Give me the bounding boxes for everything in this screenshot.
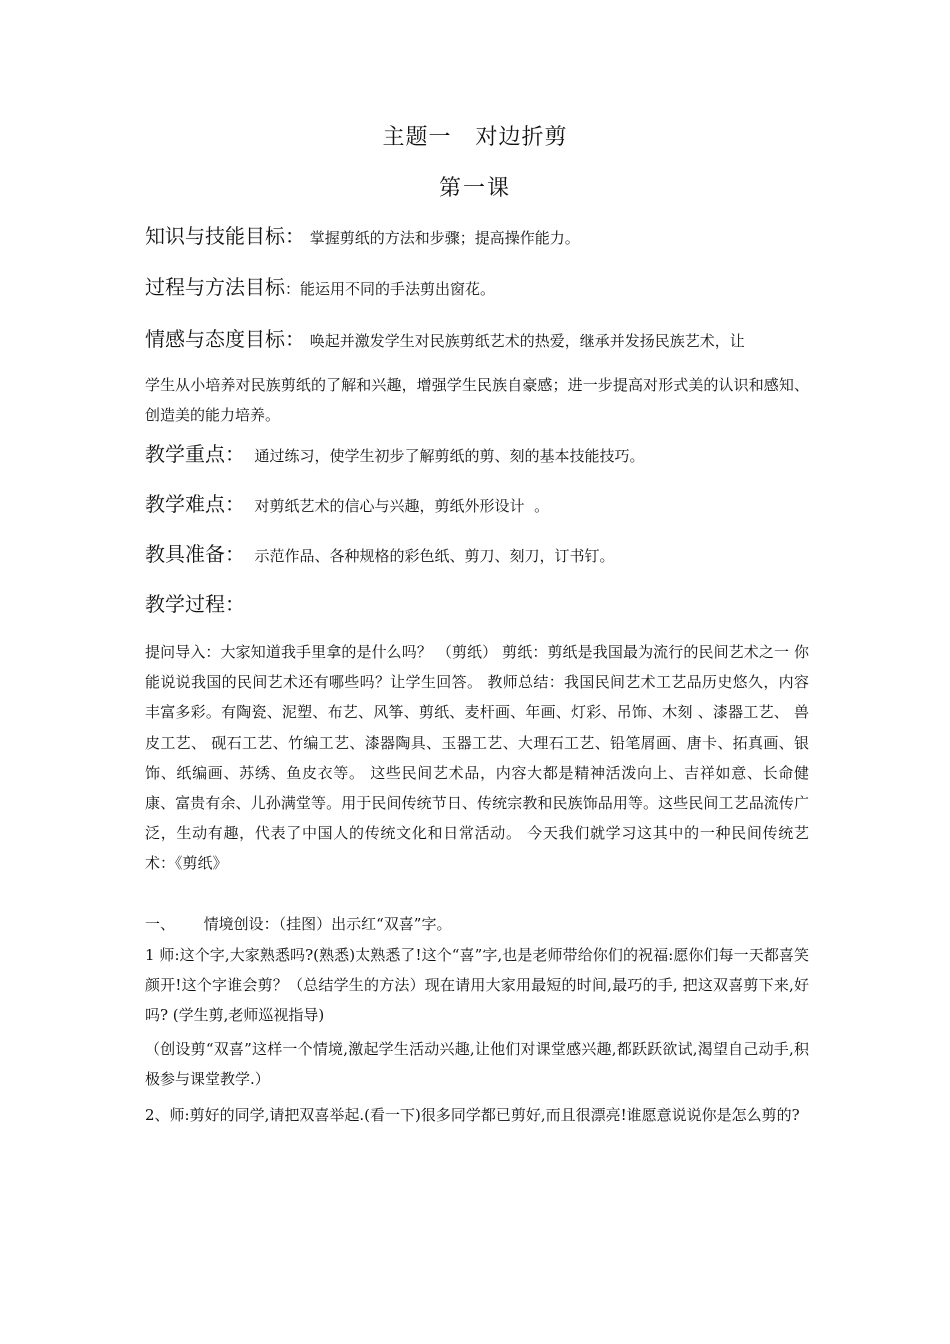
knowledge-objective-label: 知识与技能目标： bbox=[145, 224, 305, 248]
process-objective bbox=[145, 273, 495, 303]
teaching-tools bbox=[145, 540, 615, 570]
teaching-focus-label: 教学重点： bbox=[145, 442, 245, 466]
emotion-objective bbox=[145, 325, 745, 355]
process-objective-text: ：能运用不同的手法剪出窗花。 bbox=[285, 280, 496, 298]
design-note-paragraph: （创设剪“双喜”这样一个情境,激起学生活动兴趣,让他们对课堂感兴趣,都跃跃欲试,渴望自己动手,积极参与课堂教学.） bbox=[145, 1040, 809, 1089]
process-objective-label: 过程与方法目标 bbox=[145, 275, 285, 299]
teaching-process-heading bbox=[145, 590, 245, 618]
intro-paragraph: 提问导入：大家知道我手里拿的是什么吗？ （剪纸） 剪纸：剪纸是我国最为流行的民间艺术之一 你能说说我国的民间艺术还有哪些吗？让学生回答。 教师总结：我国民间艺术工艺品历史悠久，内容丰富多彩。有陶瓷、泥塑、布艺、风筝、剪纸、麦杆画、年画、灯彩、吊饰、木刻 、漆器工艺、 兽皮工艺、 砚石工艺、竹编工艺、漆器陶具、玉器工艺、大理石工艺、铅笔屑画、唐卡、拓真画、银饰、纸编画、苏绣、鱼皮衣等。 这些民间艺术品，内容大都是精神活泼向上、吉祥如意、长命健康、富贵有余、儿孙满堂等。用于民间传统节日、传统宗教和民族饰品用等。这些民间工艺品流传广泛，生动有趣，代表了中国人的传统文化和日常活动。 今天我们就学习这其中的一种民间传统艺术：《剪纸》 bbox=[145, 643, 809, 873]
teaching-focus-text: 通过练习，使学生初步了解剪纸的剪、刻的基本技能技巧。 bbox=[245, 447, 645, 465]
knowledge-objective-text: 掌握剪纸的方法和步骤；提高操作能力。 bbox=[305, 229, 580, 247]
emotion-objective-label: 情感与态度目标： bbox=[145, 327, 305, 351]
step-one-paragraph: 1 师:这个字,大家熟悉吗?(熟悉)太熟悉了!这个“喜”字,也是老师带给你们的祝福:愿你们每一天都喜笑颜开!这个字谁会剪？（总结学生的方法）现在请用大家用最短的时间,最巧的手, 把这双喜剪下来,好吗? (学生剪,老师巡视指导) bbox=[145, 946, 809, 1025]
teaching-tools-label: 教具准备： bbox=[145, 542, 245, 566]
step-one-heading: 一、 情境创设：（挂图）出示红“双喜”字。 bbox=[145, 915, 452, 933]
teaching-tools-text: 示范作品、各种规格的彩色纸、剪刀、刻刀，订书钉。 bbox=[245, 547, 615, 565]
step-two-paragraph: 2、师:剪好的同学,请把双喜举起.(看一下)很多同学都已剪好,而且很漂亮!谁愿意说说你是怎么剪的? bbox=[145, 1106, 800, 1124]
page-title: 主题一 对边折剪 bbox=[382, 125, 568, 150]
teaching-difficulty bbox=[145, 490, 549, 520]
teaching-difficulty-text: 对剪纸艺术的信心与兴趣，剪纸外形设计 。 bbox=[245, 497, 550, 515]
teaching-difficulty-label: 教学难点： bbox=[145, 492, 245, 516]
teaching-process-label: 教学过程： bbox=[145, 592, 245, 616]
emotion-objective-continued: 学生从小培养对民族剪纸的了解和兴趣，增强学生民族自豪感；进一步提高对形式美的认识和感知、创造美的能力培养。 bbox=[145, 376, 809, 425]
teaching-focus bbox=[145, 440, 645, 470]
page-subtitle: 第一课 bbox=[438, 176, 511, 201]
knowledge-objective bbox=[145, 222, 580, 252]
emotion-objective-text: 唤起并激发学生对民族剪纸艺术的热爱，继承并发扬民族艺术，让 bbox=[305, 332, 745, 350]
